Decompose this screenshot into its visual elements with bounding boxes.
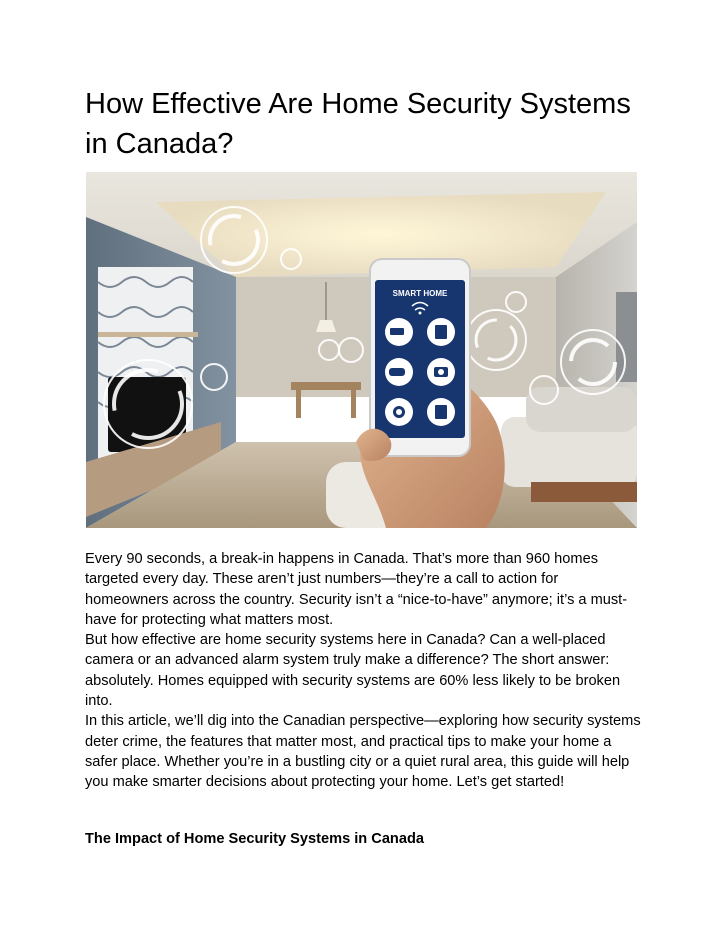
article-body <box>85 549 645 793</box>
phone-screen-label: SMART HOME <box>392 289 448 298</box>
intro-paragraph-3: In this article, we’ll dig into the Canadian perspective—exploring how security systems deter crime, the features that matter most, and practical tips to make your home a safer place. Whether you’re in a bustling city or a quiet rural area, this guide will help you make smarter decisions about protecting your home. Let’s get started! <box>85 713 641 791</box>
section-heading: The Impact of Home Security Systems in Canada <box>85 831 424 847</box>
hero-image <box>86 172 637 528</box>
intro-paragraph-2: But how effective are home security systems here in Canada? Can a well-placed camera or an advanced alarm system truly make a difference? The short answer: absolutely. Homes equipped with security systems are 60% less likely to be broken into. <box>85 632 621 710</box>
article-title: How Effective Are Home Security Systems in Canada? <box>85 88 631 160</box>
intro-paragraph-1: Every 90 seconds, a break-in happens in Canada. That’s more than 960 homes targeted every day. These aren’t just numbers—they’re a call to action for homeowners across the country. Security isn’t a “nice-to-have” anymore; it’s a must-have for protecting what matters most. <box>85 551 628 628</box>
